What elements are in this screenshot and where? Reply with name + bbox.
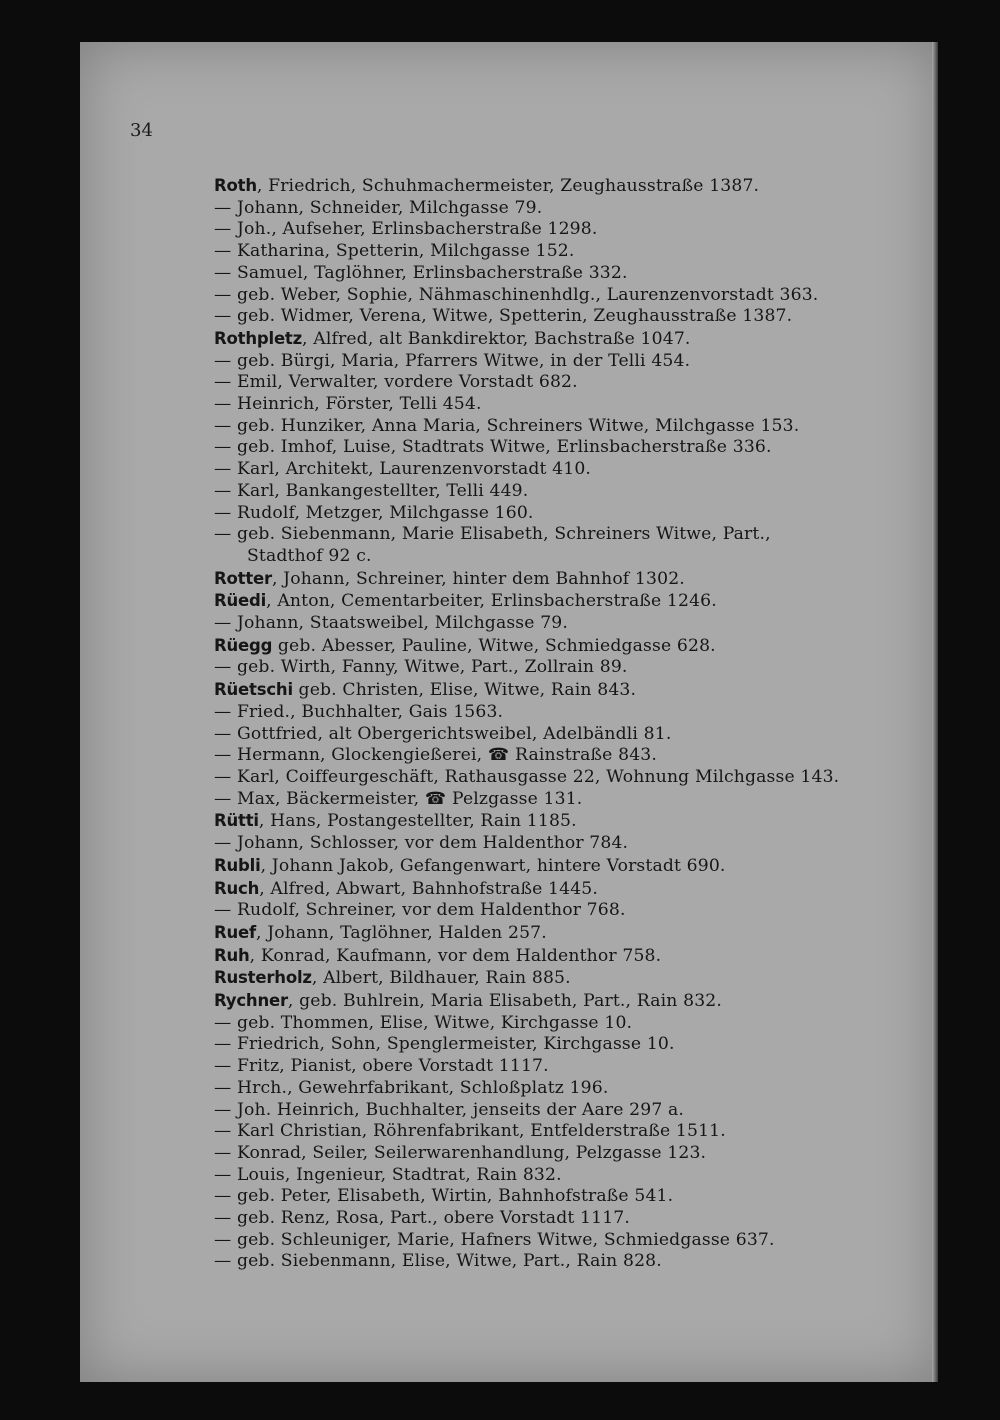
entry-text: — Max, Bäckermeister, ☎ Pelzgasse 131. xyxy=(214,788,583,809)
entry-text: — Emil, Verwalter, vordere Vorstadt 682. xyxy=(214,372,578,393)
entry-surname: Rychner xyxy=(214,991,288,1011)
directory-entry xyxy=(214,1208,914,1230)
directory-entry xyxy=(214,437,914,459)
entry-surname: Rüegg xyxy=(214,635,273,655)
entry-text: — geb. Imhof, Luise, Stadtrats Witwe, Erlinsbacherstraße 336. xyxy=(214,437,772,458)
entry-text: , Anton, Cementarbeiter, Erlinsbacherstraße 1246. xyxy=(266,591,717,612)
entry-text: , Albert, Bildhauer, Rain 885. xyxy=(311,968,571,989)
directory-entry xyxy=(214,855,914,878)
directory-entry xyxy=(214,590,914,613)
entry-text: — Johann, Schneider, Milchgasse 79. xyxy=(214,197,543,218)
directory-entry xyxy=(214,306,914,328)
entry-text: — geb. Hunziker, Anna Maria, Schreiners Witwe, Milchgasse 153. xyxy=(214,415,800,436)
directory-entry xyxy=(214,922,914,945)
entry-text: — Louis, Ingenieur, Stadtrat, Rain 832. xyxy=(214,1164,562,1185)
directory-entry xyxy=(214,810,914,833)
directory-entry xyxy=(214,416,914,438)
entry-text: — Fried., Buchhalter, Gais 1563. xyxy=(214,701,504,722)
directory-entry xyxy=(214,878,914,901)
entry-surname: Ruch xyxy=(214,878,260,898)
entry-text: — Johann, Staatsweibel, Milchgasse 79. xyxy=(214,613,568,634)
entry-text: Stadthof 92 c. xyxy=(247,545,372,566)
directory-entry xyxy=(214,900,914,922)
directory-entry xyxy=(214,767,914,789)
entry-text: — Joh., Aufseher, Erlinsbacherstraße 1298. xyxy=(214,219,598,240)
directory-entry xyxy=(214,613,914,635)
entry-text: — Gottfried, alt Obergerichtsweibel, Adelbändli 81. xyxy=(214,723,672,744)
entry-text: , Johann, Schreiner, hinter dem Bahnhof 1302. xyxy=(271,568,685,589)
directory-entry xyxy=(214,1230,914,1252)
entry-text: — Karl, Architekt, Laurenzenvorstadt 410. xyxy=(214,459,592,480)
directory-entry xyxy=(214,1056,914,1078)
entry-surname: Roth xyxy=(214,176,257,195)
directory-entry xyxy=(214,175,914,198)
directory-entry xyxy=(214,1165,914,1187)
directory-entry xyxy=(214,702,914,724)
entry-surname: Rüetschi xyxy=(214,680,293,700)
entry-text: — Karl, Coiffeurgeschäft, Rathausgasse 22, Wohnung Milchgasse 143. xyxy=(214,766,840,787)
entry-text: , Friedrich, Schuhmachermeister, Zeughausstraße 1387. xyxy=(256,176,760,196)
entry-surname: Ruh xyxy=(214,945,250,965)
entry-text: — Fritz, Pianist, obere Vorstadt 1117. xyxy=(214,1056,549,1077)
entry-text: — geb. Siebenmann, Elise, Witwe, Part., Rain 828. xyxy=(214,1251,662,1272)
entry-text: — geb. Renz, Rosa, Part., obere Vorstadt 1117. xyxy=(214,1208,630,1229)
directory-entry xyxy=(214,351,914,373)
entry-text: , Alfred, alt Bankdirektor, Bachstraße 1047. xyxy=(302,328,691,349)
entry-surname: Rotter xyxy=(214,568,272,588)
directory-entry xyxy=(214,833,914,855)
directory-entry xyxy=(214,1034,914,1056)
entry-text: — Rudolf, Schreiner, vor dem Haldenthor 768. xyxy=(214,900,626,921)
directory-entry xyxy=(214,1013,914,1035)
entry-text: — Karl Christian, Röhrenfabrikant, Entfelderstraße 1511. xyxy=(214,1121,726,1142)
entry-text: — Konrad, Seiler, Seilerwarenhandlung, Pelzgasse 123. xyxy=(214,1142,707,1163)
directory-entry xyxy=(214,524,914,546)
directory-entry xyxy=(214,394,914,416)
entry-text: — geb. Schleuniger, Marie, Hafners Witwe, Schmiedgasse 637. xyxy=(214,1229,775,1250)
entry-text: , Konrad, Kaufmann, vor dem Haldenthor 758. xyxy=(249,945,662,966)
entry-text: , Johann Jakob, Gefangenwart, hintere Vorstadt 690. xyxy=(260,855,726,876)
entry-surname: Rubli xyxy=(214,855,261,875)
entry-text: — Joh. Heinrich, Buchhalter, jenseits der Aare 297 a. xyxy=(214,1099,685,1120)
page-number: 34 xyxy=(130,120,153,141)
directory-entry xyxy=(214,459,914,481)
directory-entry xyxy=(214,568,914,591)
entry-surname: Rothpletz xyxy=(214,328,303,348)
directory-entry xyxy=(214,1121,914,1143)
directory-entry xyxy=(214,1143,914,1165)
entry-text: — Heinrich, Förster, Telli 454. xyxy=(214,394,482,415)
entry-text: — geb. Thommen, Elise, Witwe, Kirchgasse 10. xyxy=(214,1012,633,1033)
entry-text: , Johann, Taglöhner, Halden 257. xyxy=(256,922,547,943)
entry-text: — Friedrich, Sohn, Spenglermeister, Kirchgasse 10. xyxy=(214,1034,675,1055)
entry-text: — Rudolf, Metzger, Milchgasse 160. xyxy=(214,502,534,523)
entry-surname: Ruef xyxy=(214,922,257,942)
entry-text: — geb. Widmer, Verena, Witwe, Spetterin, Zeughausstraße 1387. xyxy=(214,306,793,327)
entry-text: geb. Abesser, Pauline, Witwe, Schmiedgasse 628. xyxy=(272,635,716,656)
directory-entry xyxy=(214,1100,914,1122)
entry-text: , Alfred, Abwart, Bahnhofstraße 1445. xyxy=(259,878,598,899)
directory-entry xyxy=(214,481,914,503)
entry-text: — geb. Weber, Sophie, Nähmaschinenhdlg., Laurenzenvorstadt 363. xyxy=(214,284,819,305)
entry-surname: Rütti xyxy=(214,811,259,831)
entry-text: — Katharina, Spetterin, Milchgasse 152. xyxy=(214,241,575,262)
entry-text: — Hrch., Gewehrfabrikant, Schloßplatz 196. xyxy=(214,1077,609,1098)
directory-entry xyxy=(214,1078,914,1100)
directory-entry xyxy=(214,789,914,811)
directory-entry xyxy=(214,635,914,658)
directory-entry xyxy=(214,657,914,679)
directory-entry xyxy=(214,724,914,746)
entry-text: — Samuel, Taglöhner, Erlinsbacherstraße 332. xyxy=(214,262,628,283)
directory-entry xyxy=(214,263,914,285)
directory-entry xyxy=(214,745,914,767)
entry-surname: Rüedi xyxy=(214,591,267,611)
entry-text: , geb. Buhlrein, Maria Elisabeth, Part., Rain 832. xyxy=(287,991,722,1012)
directory-entry xyxy=(214,372,914,394)
directory-entry xyxy=(214,945,914,968)
entry-text: geb. Christen, Elise, Witwe, Rain 843. xyxy=(292,680,637,701)
directory-entry xyxy=(214,679,914,702)
directory-entry xyxy=(214,967,914,990)
directory-entry xyxy=(214,503,914,525)
entry-text: — geb. Peter, Elisabeth, Wirtin, Bahnhofstraße 541. xyxy=(214,1186,674,1207)
entry-text: — Karl, Bankangestellter, Telli 449. xyxy=(214,480,529,501)
entry-text: — Hermann, Glockengießerei, ☎ Rainstraße 843. xyxy=(214,745,657,766)
directory-entry xyxy=(214,1186,914,1208)
entry-text: — geb. Wirth, Fanny, Witwe, Part., Zollrain 89. xyxy=(214,657,628,678)
page-gutter xyxy=(932,42,938,1382)
directory-entry xyxy=(214,198,914,220)
directory-entry xyxy=(214,990,914,1013)
entry-text: — geb. Bürgi, Maria, Pfarrers Witwe, in der Telli 454. xyxy=(214,350,691,371)
directory-entry xyxy=(214,1251,914,1273)
directory-entry xyxy=(214,285,914,307)
entry-text: , Hans, Postangestellter, Rain 1185. xyxy=(258,811,577,832)
entry-surname: Rusterholz xyxy=(214,968,312,988)
directory-entry xyxy=(214,546,914,568)
directory-entry xyxy=(214,241,914,263)
entry-text: — geb. Siebenmann, Marie Elisabeth, Schreiners Witwe, Part., xyxy=(214,524,771,545)
directory-entry xyxy=(214,328,914,351)
entry-text: — Johann, Schlosser, vor dem Haldenthor 784. xyxy=(214,833,629,854)
directory-entries xyxy=(214,175,914,1273)
directory-entry xyxy=(214,219,914,241)
